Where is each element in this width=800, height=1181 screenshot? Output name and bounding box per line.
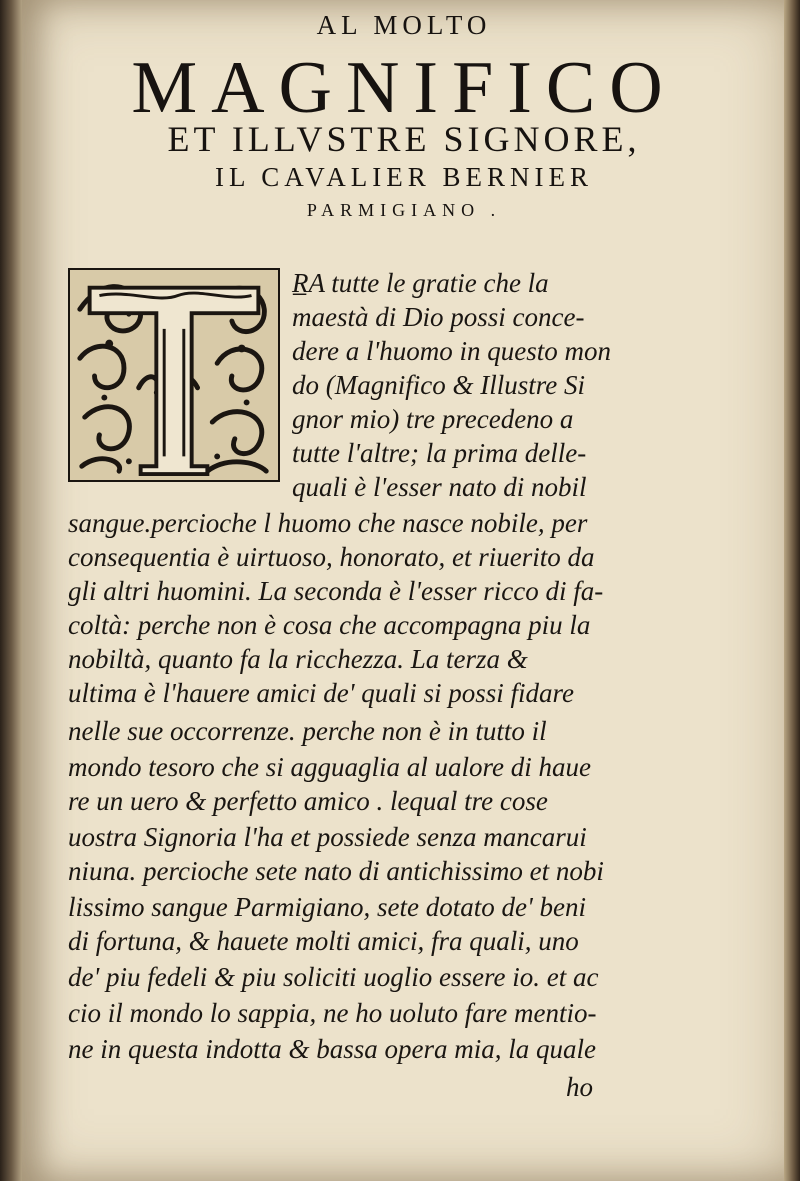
text-line: mondo tesoro che si agguaglia al ualore di haue xyxy=(68,752,591,782)
text-line: R̲A tutte le gratie che la xyxy=(292,268,549,298)
text-line: ultima è l'hauere amici de' quali si possi fidare xyxy=(68,678,574,708)
dedication-heading-line4: IL CAVALIER BERNIER xyxy=(214,162,593,192)
text-line: cio il mondo lo sappia, ne ho uoluto fare mentio- xyxy=(68,998,597,1028)
text-line: nelle sue occorrenze. perche non è in tutto il xyxy=(68,716,547,746)
text-line: sangue.percioche l huomo che nasce nobile, per xyxy=(68,508,588,538)
text-line: quali è l'esser nato di nobil xyxy=(292,472,587,502)
ornamental-initial-icon xyxy=(70,270,278,480)
text-line: di fortuna, & hauete molti amici, fra quali, uno xyxy=(68,926,579,956)
dedication-heading-line1: AL MOLTO xyxy=(316,10,492,40)
text-line: maestà di Dio possi conce- xyxy=(292,302,585,332)
text-line: do (Magnifico & Illustre Si xyxy=(292,370,585,400)
dedication-heading-title: MAGNIFICO xyxy=(131,47,677,129)
text-line: niuna. percioche sete nato di antichissimo et nobi xyxy=(68,856,604,886)
text-line: coltà: perche non è cosa che accompagna piu la xyxy=(68,610,591,640)
text-line: tutte l'altre; la prima delle- xyxy=(292,438,587,468)
text-line: gli altri huomini. La seconda è l'esser ricco di fa- xyxy=(68,576,604,606)
text-line: de' piu fedeli & piu soliciti uoglio essere io. et ac xyxy=(68,962,599,992)
text-line: dere a l'huomo in questo mon xyxy=(292,336,611,366)
text-line: uostra Signoria l'ha et possiede senza mancarui xyxy=(68,822,587,852)
text-line: gnor mio) tre precedeno a xyxy=(292,404,574,434)
decorated-initial-woodcut xyxy=(68,268,280,482)
dedication-heading-line3: ET ILLVSTRE SIGNORE, xyxy=(167,119,641,159)
text-line: nobiltà, quanto fa la ricchezza. La terza & xyxy=(68,644,528,674)
catchword: ho xyxy=(566,1072,593,1102)
text-line: lissimo sangue Parmigiano, sete dotato de' beni xyxy=(68,892,586,922)
page-edge xyxy=(784,0,800,1181)
text-line: consequentia è uirtuoso, honorato, et riuerito da xyxy=(68,542,595,572)
text-line: ne in questa indotta & bassa opera mia, la quale xyxy=(68,1034,596,1064)
text-line: re un uero & perfetto amico . lequal tre cose xyxy=(68,786,548,816)
dedication-heading-line5: PARMIGIANO . xyxy=(306,200,502,220)
